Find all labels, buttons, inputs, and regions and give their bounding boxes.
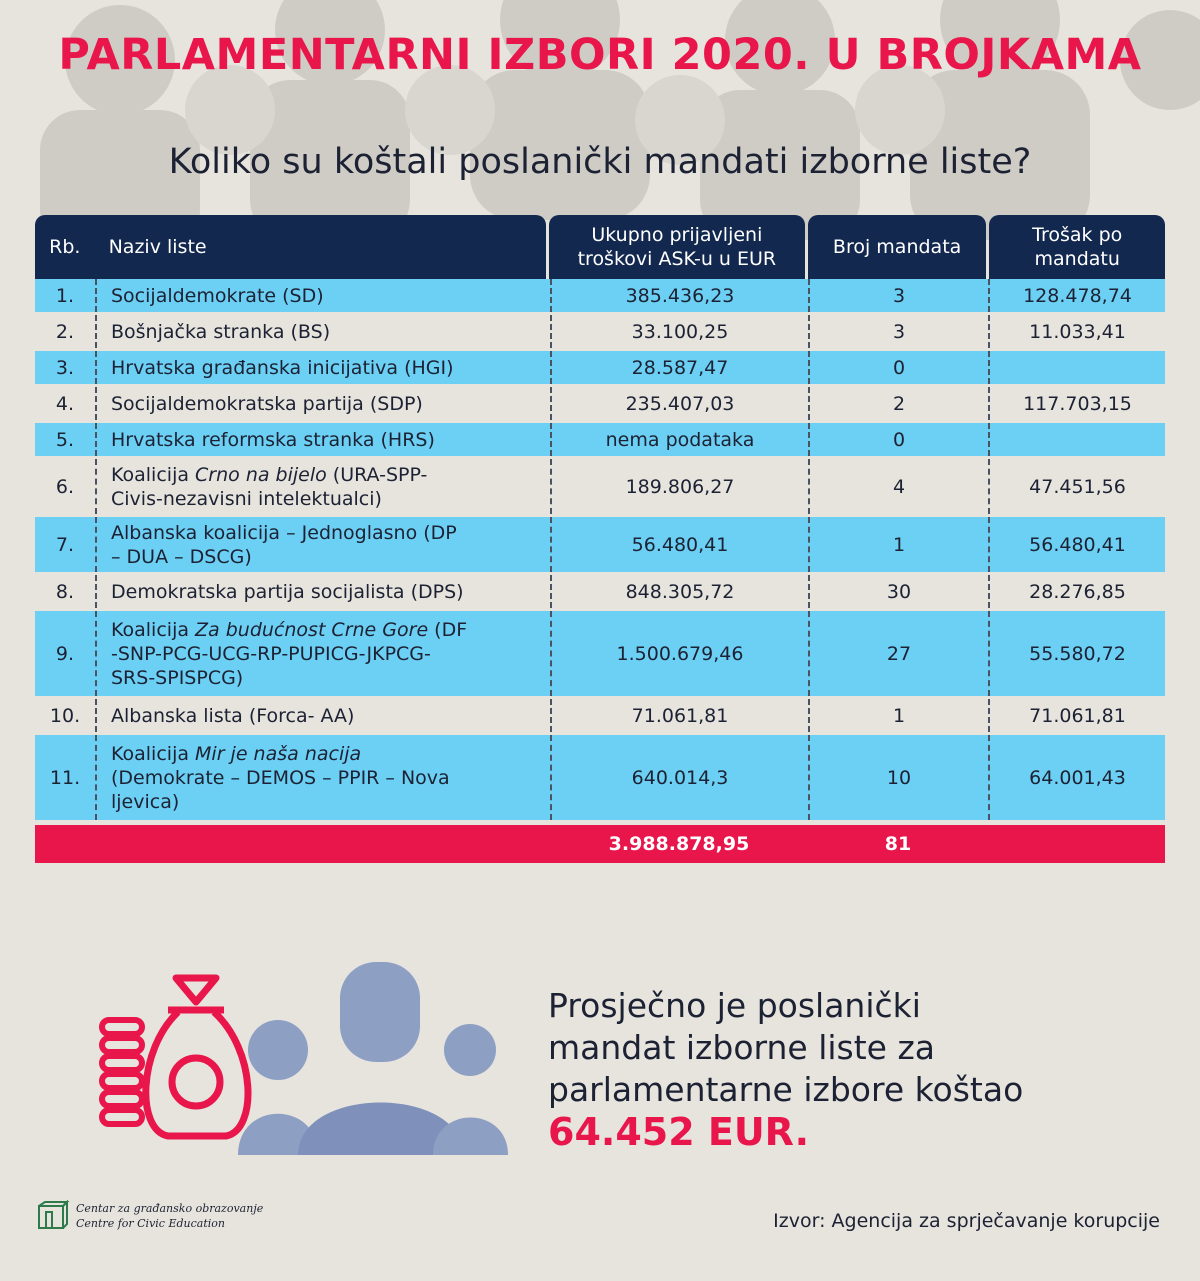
table-row <box>35 517 1165 575</box>
people-group-icon <box>238 962 508 1155</box>
row-number: 3. <box>55 356 75 379</box>
cost-per-mandate: 71.061,81 <box>988 699 1165 732</box>
coin-stack-icon <box>102 1020 142 1124</box>
cost-per-mandate: 64.001,43 <box>988 735 1165 820</box>
mandate-count: 1 <box>808 699 988 732</box>
list-name: Koalicija Za budućnost Crne Gore (DF -SNP-PCG-UCG-RP-PUPICG-JKPCG- SRS-SPISPCG) <box>95 611 550 696</box>
reported-costs: 640.014,3 <box>550 735 808 820</box>
table-header-row <box>35 215 1165 279</box>
table-row <box>35 611 1165 699</box>
table-row <box>35 423 1165 459</box>
mandate-count: 3 <box>808 315 988 348</box>
mandate-count: 2 <box>808 387 988 420</box>
table-row <box>35 575 1165 611</box>
mandate-count: 4 <box>808 459 988 514</box>
table-row <box>35 735 1165 823</box>
mandate-count: 1 <box>808 517 988 572</box>
list-name: Bošnjačka stranka (BS) <box>95 315 550 348</box>
reported-costs: 28.587,47 <box>550 351 808 384</box>
table-row <box>35 699 1165 735</box>
costs-table <box>35 215 1165 863</box>
row-number: 10. <box>49 704 81 727</box>
page-subtitle: Koliko su koštali poslanički mandati izborne liste? <box>168 142 1032 182</box>
header-mandates: Broj mandata <box>808 215 987 279</box>
cost-per-mandate: 47.451,56 <box>988 459 1165 514</box>
books-logo-icon <box>36 1200 70 1232</box>
list-name: Hrvatska građanska inicijativa (HGI) <box>95 351 550 384</box>
list-name: Socijaldemokrate (SD) <box>95 279 550 312</box>
cost-per-mandate: 56.480,41 <box>988 517 1165 572</box>
total-costs: 3.988.878,95 <box>608 833 750 855</box>
people-money-illustration <box>98 940 518 1160</box>
total-mandates: 81 <box>884 833 912 855</box>
list-name: Demokratska partija socijalista (DPS) <box>95 575 550 608</box>
row-number: 7. <box>55 533 75 556</box>
cost-per-mandate: 55.580,72 <box>988 611 1165 696</box>
list-name: Koalicija Crno na bijelo (URA-SPP- Civis-nezavisni intelektualci) <box>95 459 550 514</box>
cost-per-mandate <box>988 351 1165 384</box>
reported-costs: 235.407,03 <box>550 387 808 420</box>
row-number: 5. <box>55 428 75 451</box>
row-number: 8. <box>55 580 75 603</box>
table-row <box>35 315 1165 351</box>
reported-costs: 1.500.679,46 <box>550 611 808 696</box>
header-name: Naziv liste <box>95 215 546 279</box>
cost-per-mandate: 28.276,85 <box>988 575 1165 608</box>
table-row <box>35 351 1165 387</box>
row-number: 11. <box>49 766 81 789</box>
cost-per-mandate <box>988 423 1165 456</box>
mandate-count: 30 <box>808 575 988 608</box>
list-name: Hrvatska reformska stranka (HRS) <box>95 423 550 456</box>
mandate-count: 0 <box>808 351 988 384</box>
header-per-mandate: Trošak po mandatu <box>989 215 1165 279</box>
source-note: Izvor: Agencija za sprječavanje korupcije <box>773 1210 1160 1232</box>
reported-costs: 56.480,41 <box>550 517 808 572</box>
reported-costs: 33.100,25 <box>550 315 808 348</box>
header-rb: Rb. <box>35 215 95 279</box>
average-cost-callout: Prosječno je poslanički mandat izborne liste za parlamentarne izbore koštao 64.452 EUR. <box>548 985 1148 1153</box>
table-row <box>35 387 1165 423</box>
list-name: Koalicija Mir je naša nacija (Demokrate – DEMOS – PPIR – Nova ljevica) <box>95 735 550 820</box>
table-row <box>35 279 1165 315</box>
mandate-count: 3 <box>808 279 988 312</box>
list-name: Albanska koalicija – Jednoglasno (DP – DUA – DSCG) <box>95 517 550 572</box>
reported-costs: 848.305,72 <box>550 575 808 608</box>
reported-costs: 189.806,27 <box>550 459 808 514</box>
table-row <box>35 459 1165 517</box>
reported-costs: 71.061,81 <box>550 699 808 732</box>
list-name: Socijaldemokratska partija (SDP) <box>95 387 550 420</box>
reported-costs: 385.436,23 <box>550 279 808 312</box>
header-costs: Ukupno prijavljeni troškovi ASK-u u EUR <box>549 215 805 279</box>
row-number: 4. <box>55 392 75 415</box>
row-number: 2. <box>55 320 75 343</box>
cgo-logo: Centar za građansko obrazovanje Centre for Civic Education <box>36 1200 263 1232</box>
list-name: Albanska lista (Forca- AA) <box>95 699 550 732</box>
page-title: PARLAMENTARNI IZBORI 2020. U BROJKAMA <box>58 30 1142 80</box>
mandate-count: 0 <box>808 423 988 456</box>
table-total-row <box>35 825 1165 863</box>
cost-per-mandate: 128.478,74 <box>988 279 1165 312</box>
table-body <box>35 279 1165 823</box>
reported-costs: nema podataka <box>550 423 808 456</box>
money-bag-icon <box>146 978 248 1136</box>
mandate-count: 27 <box>808 611 988 696</box>
row-number: 9. <box>55 642 75 665</box>
row-number: 1. <box>55 284 75 307</box>
cost-per-mandate: 11.033,41 <box>988 315 1165 348</box>
row-number: 6. <box>55 475 75 498</box>
mandate-count: 10 <box>808 735 988 820</box>
cost-per-mandate: 117.703,15 <box>988 387 1165 420</box>
average-cost-amount: 64.452 EUR. <box>548 1110 810 1154</box>
